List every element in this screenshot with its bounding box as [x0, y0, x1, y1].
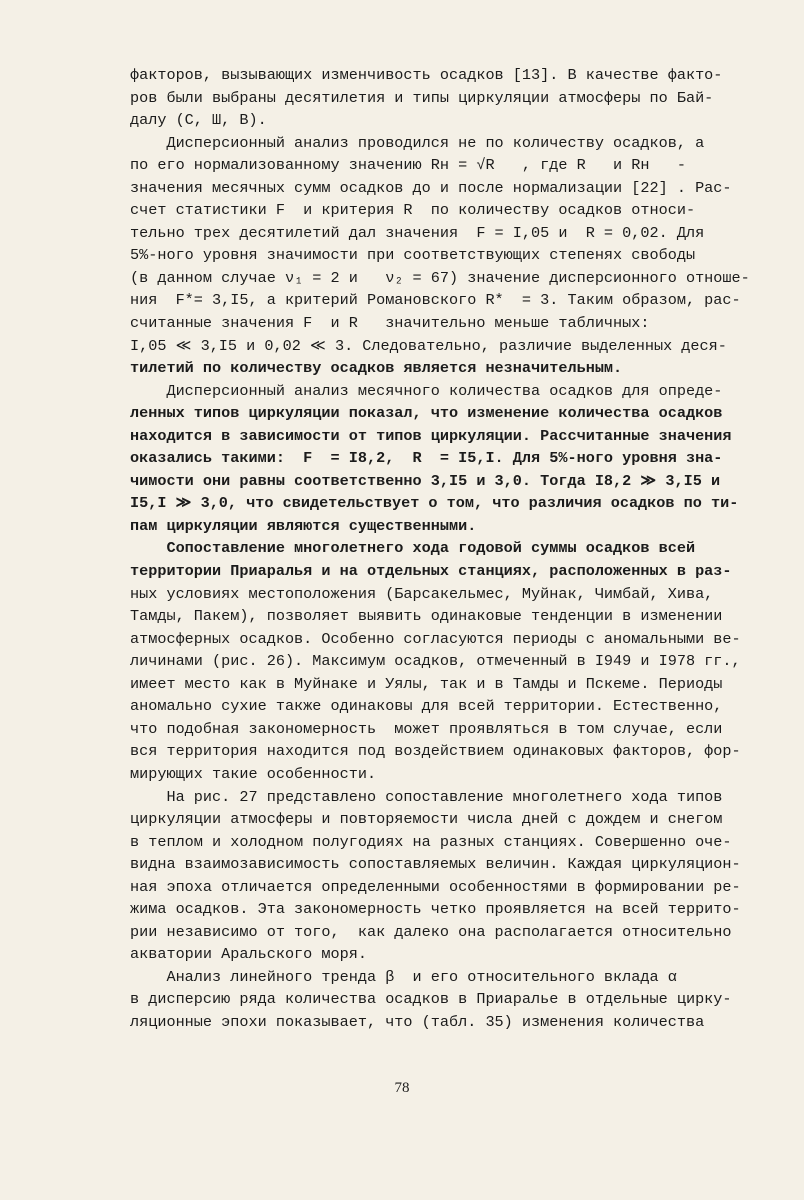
text-line: тельно трех десятилетий дал значения F = I,05 и R = 0,02. Для — [130, 223, 705, 242]
text-line: считанные значения F и R значительно меньше табличных: — [130, 314, 650, 333]
text-line: циркуляции атмосферы и повторяемости числа дней с дождем и снегом — [130, 810, 723, 829]
text-line: имеет место как в Муйнаке и Уялы, так и в Тамды и Пскеме. Периоды — [130, 674, 723, 693]
text-line: значения месячных сумм осадков до и после нормализации [22] . Рас- — [130, 178, 732, 197]
text-line: атмосферных осадков. Особенно согласуются периоды с аномальными ве- — [130, 629, 741, 648]
text-line: жима осадков. Эта закономерность четко проявляется на всей террито- — [130, 900, 741, 919]
text-line: Дисперсионный анализ месячного количества осадков для опреде- — [130, 381, 723, 400]
text-line: счет статистики F и критерия R по количеству осадков относи- — [130, 201, 696, 220]
text-line: факторов, вызывающих изменчивость осадков [13]. В качестве факто- — [130, 66, 723, 84]
text-line: ния F*= 3,I5, а критерий Романовского R* = 3. Таким образом, рас- — [130, 291, 741, 310]
text-line: чимости они равны соответственно 3,I5 и 3,0. Тогда I8,2 ≫ 3,I5 и — [130, 471, 721, 490]
body-text — [130, 64, 770, 1034]
text-line: далу (С, Ш, В). — [130, 111, 267, 130]
text-line: Анализ линейного тренда β и его относительного вклада α — [130, 967, 677, 986]
text-line: (в данном случае ν₁ = 2 и ν₂ = 67) значение дисперсионного отноше- — [130, 268, 750, 287]
text-line: 5%-ного уровня значимости при соответствующих степенях свободы — [130, 246, 696, 265]
text-line: находится в зависимости от типов циркуляции. Рассчитанные значения — [130, 426, 732, 445]
text-line: I,05 ≪ 3,I5 и 0,02 ≪ 3. Следовательно, различие выделенных деся- — [130, 336, 727, 355]
text-line: ная эпоха отличается определенными особенностями в формировании ре- — [130, 877, 741, 896]
text-line: Сопоставление многолетнего хода годовой суммы осадков всей — [130, 539, 696, 558]
text-line: I5,I ≫ 3,0, что свидетельствует о том, что различия осадков по ти- — [130, 494, 739, 513]
text-line: Тамды, Пакем), позволяет выявить одинаковые тенденции в изменении — [130, 607, 723, 626]
page-number: 78 — [394, 1080, 410, 1096]
text-line: что подобная закономерность может проявляться в том случае, если — [130, 719, 723, 738]
text-line: На рис. 27 представлено сопоставление многолетнего хода типов — [130, 787, 723, 806]
text-line: Дисперсионный анализ проводился не по количеству осадков, а — [130, 133, 705, 152]
text-line: в теплом и холодном полугодиях на разных станциях. Совершенно оче- — [130, 832, 732, 851]
text-line: ров были выбраны десятилетия и типы циркуляции атмосферы по Бай- — [130, 88, 714, 107]
text-line: тилетий по количеству осадков является незначительным. — [130, 359, 623, 378]
text-line: акватории Аральского моря. — [130, 945, 367, 964]
text-line: территории Приаралья и на отдельных станциях, расположенных в раз- — [130, 562, 732, 581]
text-line: в дисперсию ряда количества осадков в Приаралье в отдельные цирку- — [130, 990, 732, 1009]
text-line: по его нормализованному значению Rн = √R , где R и Rн - — [130, 156, 686, 175]
text-line: пам циркуляции являются существенными. — [130, 516, 477, 535]
text-line: аномально сухие также одинаковы для всей территории. Естественно, — [130, 697, 723, 716]
text-line: ленных типов циркуляции показал, что изменение количества осадков — [130, 404, 723, 423]
text-line: ляционные эпохи показывает, что (табл. 35) изменения количества — [130, 1012, 705, 1031]
text-line: мирующих такие особенности. — [130, 764, 377, 783]
text-line: личинами (рис. 26). Максимум осадков, отмеченный в I949 и I978 гг., — [130, 652, 741, 671]
text-line: рии независимо от того, как далеко она располагается относительно — [130, 922, 732, 941]
text-line: ных условиях местоположения (Барсакельмес, Муйнак, Чимбай, Хива, — [130, 584, 714, 603]
text-line: видна взаимозависимость сопоставляемых величин. Каждая циркуляцион- — [130, 855, 741, 874]
text-line: вся территория находится под воздействием одинаковых факторов, фор- — [130, 742, 741, 761]
text-line: оказались такими: F = I8,2, R = I5,I. Для 5%-ного уровня зна- — [130, 449, 723, 468]
